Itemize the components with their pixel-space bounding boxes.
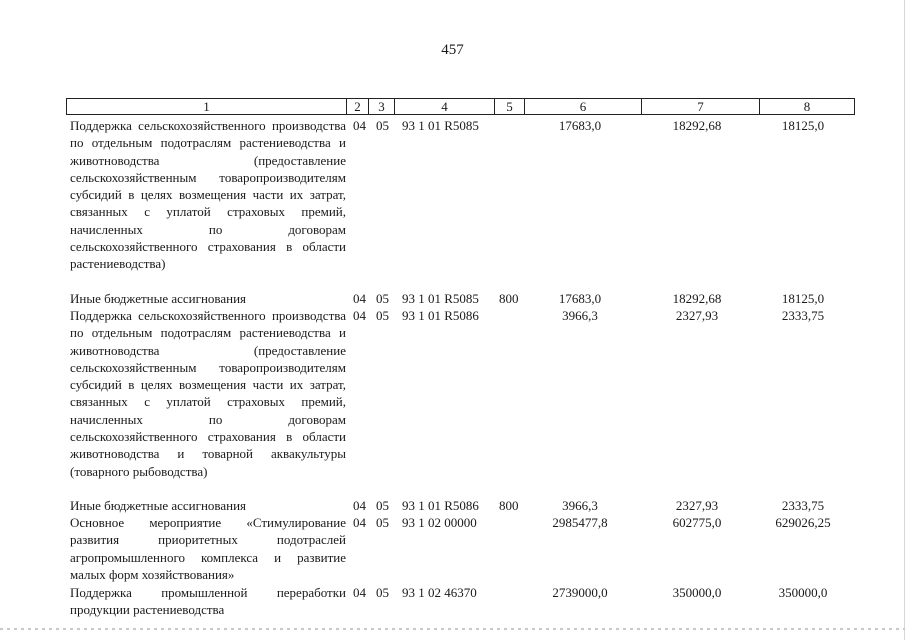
table-row [0, 584, 905, 620]
row-name: Поддержка сельскохозяйственного производства по отдельным подотраслям растениеводства и животноводства (предоставление сельскохозяйственным товаропроизводителям субсидий в целях возмещения части их затрат, связанных с уплатой страховых премий, начисленных по договорам сельскохозяйственного страхования в области растениеводства) [70, 118, 346, 272]
row-vr: 800 [499, 498, 519, 513]
row-value-col8: 350000,0 [778, 585, 828, 600]
table-row [0, 497, 905, 514]
row-pr: 05 [376, 291, 389, 306]
row-csr: 93 1 01 R5086 [402, 498, 479, 513]
header-col-6: 6 [525, 99, 642, 114]
header-col-5: 5 [495, 99, 525, 114]
row-value-col8: 18125,0 [781, 118, 825, 133]
row-value-col7: 18292,68 [672, 118, 722, 133]
row-pr: 05 [376, 308, 389, 323]
row-value-col6: 2739000,0 [552, 585, 608, 600]
row-name: Основное мероприятие «Стимулирование развития приоритетных подотраслей агропромышленного комплекса и развитие малых форм хозяйствования» [70, 515, 346, 582]
table-row [0, 514, 905, 584]
header-col-7: 7 [642, 99, 760, 114]
row-value-col7: 2327,93 [675, 498, 719, 513]
row-value-col7: 350000,0 [672, 585, 722, 600]
table-row [0, 290, 905, 307]
row-csr: 93 1 02 46370 [402, 585, 477, 600]
row-value-col6: 3966,3 [562, 498, 598, 513]
table-body [0, 117, 905, 620]
row-name: Поддержка сельскохозяйственного производства по отдельным подотраслям растениеводства и животноводства (предоставление сельскохозяйственным товаропроизводителям субсидий в целях возмещения части их затрат, связанных с уплатой страховых премий, начисленных по договорам сельскохозяйственного страхования в области животноводства и товарной аквакультуры (товарного рыбоводства) [70, 308, 346, 479]
row-pr: 05 [376, 498, 389, 513]
row-pr: 05 [376, 585, 389, 600]
header-col-8: 8 [803, 99, 811, 114]
row-value-col7: 602775,0 [672, 515, 722, 530]
row-value-col6: 17683,0 [558, 118, 602, 133]
row-vr: 800 [499, 291, 519, 306]
row-name: Иные бюджетные ассигнования [70, 498, 247, 513]
page-number: 457 [441, 42, 464, 58]
row-value-col8: 2333,75 [781, 308, 825, 323]
row-rz: 04 [353, 308, 366, 323]
row-csr: 93 1 01 R5085 [402, 291, 479, 306]
row-value-col8: 18125,0 [781, 291, 825, 306]
row-csr: 93 1 01 R5085 [402, 118, 479, 133]
scan-bottom-edge [0, 628, 905, 630]
row-value-col8: 629026,25 [775, 515, 831, 530]
header-col-2: 2 [347, 99, 369, 114]
row-csr: 93 1 01 R5086 [402, 308, 479, 323]
row-csr: 93 1 02 00000 [402, 515, 477, 530]
row-name: Иные бюджетные ассигнования [70, 291, 247, 306]
row-rz: 04 [353, 118, 366, 133]
header-col-3: 3 [369, 99, 395, 114]
row-value-col6: 2985477,8 [552, 515, 608, 530]
row-value-col6: 3966,3 [562, 308, 598, 323]
row-value-col7: 2327,93 [675, 308, 719, 323]
header-col-1: 1 [67, 99, 347, 114]
row-rz: 04 [353, 585, 366, 600]
table-row [0, 117, 905, 290]
row-rz: 04 [353, 498, 366, 513]
table-row [0, 307, 905, 497]
row-value-col6: 17683,0 [558, 291, 602, 306]
row-rz: 04 [353, 515, 366, 530]
row-value-col7: 18292,68 [672, 291, 722, 306]
row-value-col8: 2333,75 [781, 498, 825, 513]
row-rz: 04 [353, 291, 366, 306]
row-pr: 05 [376, 515, 389, 530]
header-col-4: 4 [395, 99, 495, 114]
row-pr: 05 [376, 118, 389, 133]
table-header [66, 98, 855, 115]
row-name: Поддержка промышленной переработки продукции растениеводства [70, 585, 346, 618]
